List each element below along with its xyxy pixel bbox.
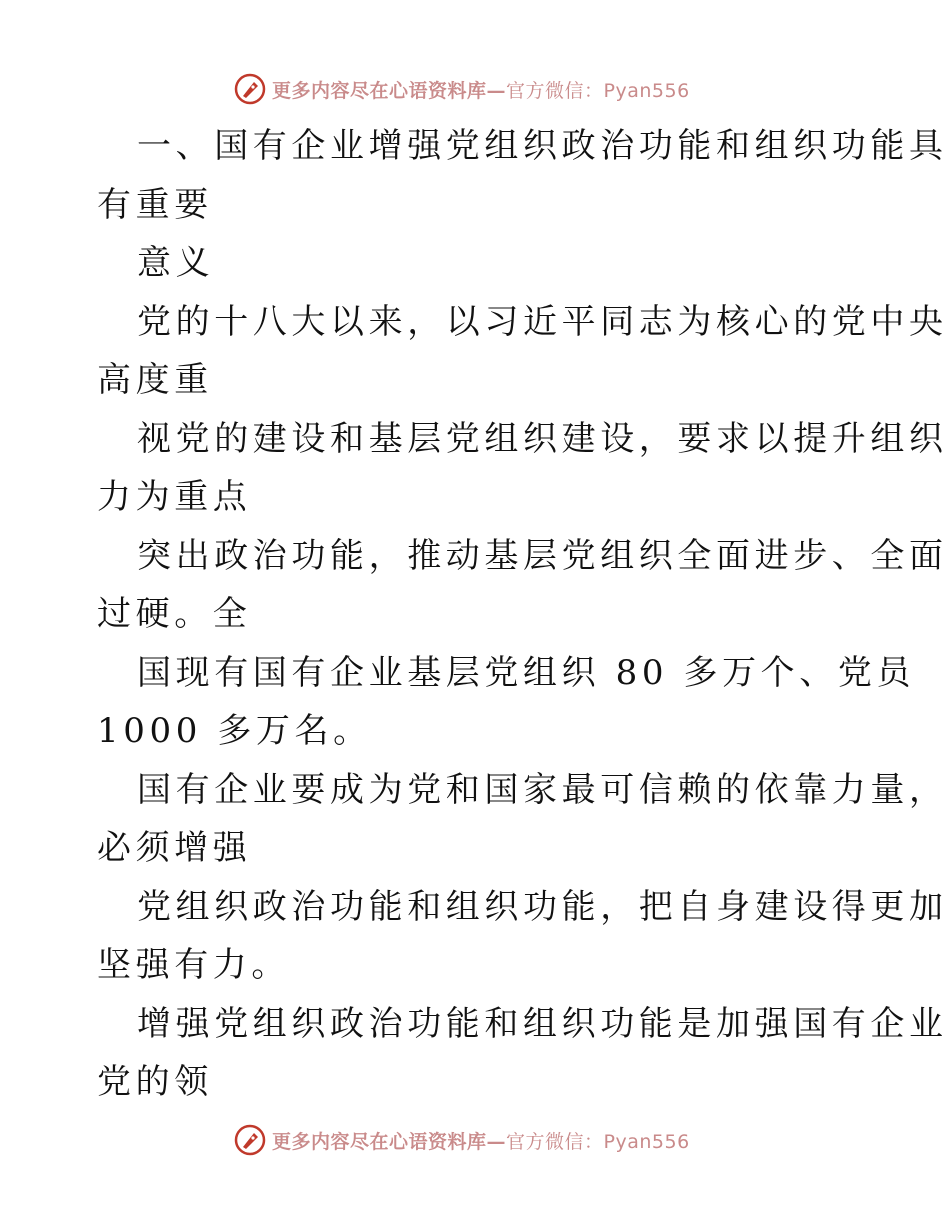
text-line: 有重要 [97, 184, 213, 225]
watermark-text: 更多内容尽在心语资料库—官方微信：Pyan556 [272, 79, 690, 102]
text-line: 视党的建设和基层党组织建设，要求以提升组织 [137, 418, 948, 459]
text-line: 1000 多万名。 [97, 711, 372, 751]
watermark-text: 更多内容尽在心语资料库—官方微信：Pyan556 [272, 1130, 690, 1153]
text-line: 高度重 [97, 360, 213, 400]
text-line: 力为重点 [97, 477, 252, 517]
text-line: 突出政治功能，推动基层党组织全面进步、全面 [137, 535, 948, 576]
text-line: 坚强有力。 [97, 945, 290, 985]
pen-nib-logo-icon [234, 73, 266, 105]
text-line: 一、国有企业增强党组织政治功能和组织功能具 [137, 126, 948, 166]
text-line: 国现有国有企业基层党组织 80 多万个、党员 [137, 652, 916, 693]
footer-watermark [234, 1123, 690, 1157]
pen-nib-logo-icon [234, 1124, 266, 1156]
text-line: 党的领 [97, 1062, 213, 1102]
header-watermark [234, 72, 690, 106]
text-line: 意义 [137, 243, 215, 283]
text-line: 国有企业要成为党和国家最可信赖的依靠力量， [137, 769, 948, 810]
text-line: 党组织政治功能和组织功能，把自身建设得更加 [137, 886, 948, 927]
text-line: 增强党组织政治功能和组织功能是加强国有企业 [137, 1003, 948, 1044]
text-line: 党的十八大以来，以习近平同志为核心的党中央 [137, 301, 948, 342]
text-line: 必须增强 [97, 828, 252, 868]
document-body [97, 117, 948, 1112]
text-line: 过硬。全 [97, 594, 252, 634]
